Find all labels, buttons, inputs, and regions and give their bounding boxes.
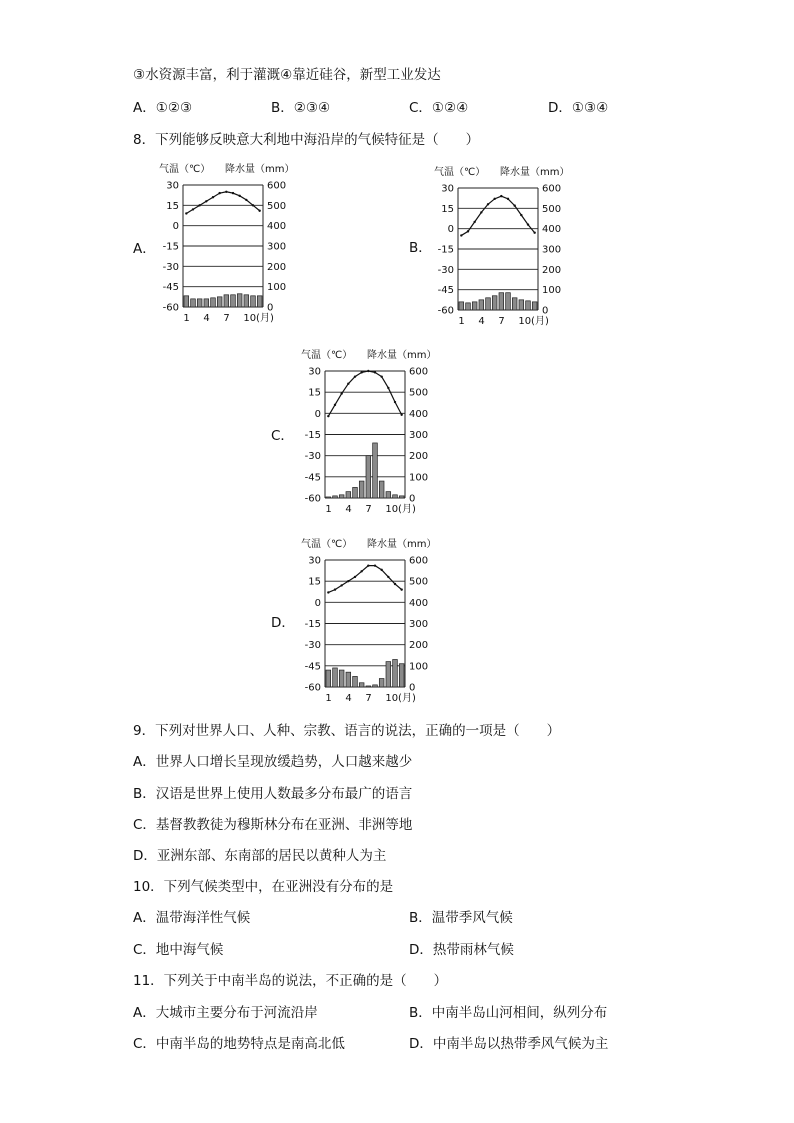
- precip-bar: [499, 293, 504, 310]
- precip-bar: [326, 670, 331, 687]
- temp-point: [400, 588, 402, 590]
- q7-option-a: A．①②③: [133, 100, 193, 116]
- temp-point: [212, 196, 214, 198]
- y-right-tick: 300: [267, 241, 287, 253]
- y-right-tick: 200: [267, 261, 287, 273]
- temp-point: [507, 198, 509, 200]
- q11-option-a: A．大城市主要分布于河流沿岸: [133, 1005, 318, 1021]
- precip-bar: [366, 456, 371, 498]
- precip-axis-label: 降水量（mm）: [500, 167, 570, 178]
- temp-axis-label: 气温（℃）: [301, 539, 353, 550]
- temp-point: [347, 383, 349, 385]
- x-tick: 1: [458, 316, 465, 327]
- x-tick: 7: [223, 313, 230, 324]
- q7-option-line: ③水资源丰富，利于灌溉④靠近硅谷，新型工业发达: [133, 67, 441, 83]
- q11-option-d: D．中南半岛以热带季风气候为主: [409, 1036, 609, 1052]
- temp-point: [533, 232, 535, 234]
- q10-option-a: A．温带海洋性气候: [133, 910, 251, 926]
- precip-bar: [257, 296, 262, 307]
- temp-point: [232, 192, 234, 194]
- q7-option-d: D．①③④: [548, 100, 609, 116]
- precip-bar: [519, 300, 524, 310]
- temp-point: [473, 221, 475, 223]
- y-left-tick: 15: [441, 203, 454, 215]
- precip-bar: [399, 496, 404, 498]
- y-right-tick: 400: [409, 408, 429, 420]
- y-right-tick: 100: [542, 285, 562, 297]
- y-right-tick: 100: [409, 661, 429, 673]
- precip-bar: [506, 293, 511, 310]
- y-right-tick: 0: [409, 682, 416, 694]
- precip-bar: [251, 296, 256, 307]
- temp-point: [520, 214, 522, 216]
- precip-bar: [224, 295, 229, 307]
- temp-point: [185, 212, 187, 214]
- q9-option-c: C．基督教教徒为穆斯林分布在亚洲、非洲等地: [133, 817, 413, 833]
- temp-axis-label: 气温（℃）: [301, 350, 353, 361]
- temp-line: [461, 196, 534, 235]
- q9-stem: 9．下列对世界人口、人种、宗教、语言的说法，正确的一项是（ ）: [133, 723, 561, 739]
- temp-point: [493, 198, 495, 200]
- precip-bar: [353, 487, 358, 498]
- precip-bar: [486, 298, 491, 310]
- y-left-tick: 30: [308, 555, 321, 567]
- y-left-tick: 15: [166, 200, 179, 212]
- precip-bar: [359, 683, 364, 687]
- y-right-tick: 600: [267, 180, 287, 192]
- y-right-tick: 100: [409, 472, 429, 484]
- precip-bar: [386, 492, 391, 498]
- q7-option-c: C．①②④: [409, 100, 469, 116]
- precip-bar: [204, 299, 209, 307]
- x-tick: 10(月): [385, 693, 416, 704]
- precip-bar: [353, 676, 358, 687]
- x-tick: 1: [183, 313, 190, 324]
- temp-point: [334, 404, 336, 406]
- q11-option-b: B．中南半岛山河相间，纵列分布: [409, 1005, 608, 1021]
- y-right-tick: 100: [267, 282, 287, 294]
- y-left-tick: 0: [172, 221, 179, 233]
- temp-point: [347, 580, 349, 582]
- q7-option-b: B．②③④: [271, 100, 331, 116]
- y-right-tick: 500: [409, 576, 429, 588]
- y-left-tick: -30: [304, 451, 321, 463]
- temp-point: [252, 204, 254, 206]
- precip-bar: [379, 481, 384, 498]
- q11-option-c: C．中南半岛的地势特点是南高北低: [133, 1036, 345, 1052]
- temp-point: [513, 204, 515, 206]
- temp-line: [186, 192, 259, 214]
- y-right-tick: 0: [542, 305, 549, 317]
- x-tick: 4: [345, 504, 352, 515]
- x-tick: 7: [365, 504, 372, 515]
- q9-option-d: D．亚洲东部、东南部的居民以黄种人为主: [133, 848, 387, 864]
- precip-bar: [366, 686, 371, 687]
- precip-bar: [326, 497, 331, 498]
- temp-point: [238, 195, 240, 197]
- precip-bar: [346, 672, 351, 687]
- climate-chart-a: [155, 161, 295, 331]
- y-left-tick: 15: [308, 576, 321, 588]
- x-tick: 4: [345, 693, 352, 704]
- temp-point: [367, 370, 369, 372]
- temp-point: [205, 200, 207, 202]
- temp-point: [394, 401, 396, 403]
- precip-bar: [333, 496, 338, 498]
- precip-bar: [191, 299, 196, 307]
- precip-axis-label: 降水量（mm）: [367, 539, 437, 550]
- precip-bar: [237, 294, 242, 307]
- y-left-tick: -45: [162, 282, 179, 294]
- temp-point: [487, 203, 489, 205]
- q11-stem: 11．下列关于中南半岛的说法，不正确的是（ ）: [133, 973, 448, 989]
- precip-bar: [197, 299, 202, 307]
- y-right-tick: 600: [542, 183, 562, 195]
- precip-bar: [346, 492, 351, 498]
- temp-line: [328, 371, 401, 416]
- precip-bar: [333, 668, 338, 687]
- y-left-tick: -30: [304, 640, 321, 652]
- y-right-tick: 200: [409, 640, 429, 652]
- temp-point: [198, 204, 200, 206]
- q8-stem: 8．下列能够反映意大利地中海沿岸的气候特征是（ ）: [133, 132, 480, 148]
- temp-point: [400, 414, 402, 416]
- precip-bar: [359, 481, 364, 498]
- precip-bar: [184, 296, 189, 307]
- temp-point: [380, 569, 382, 571]
- y-left-tick: -30: [437, 264, 454, 276]
- precip-axis-label: 降水量（mm）: [225, 164, 295, 175]
- q8-letter-d: D．: [271, 615, 295, 631]
- y-left-tick: 15: [308, 387, 321, 399]
- temp-point: [467, 230, 469, 232]
- x-tick: 4: [478, 316, 485, 327]
- precip-bar: [532, 302, 537, 310]
- y-right-tick: 0: [409, 493, 416, 505]
- precip-bar: [459, 302, 464, 310]
- precip-bar: [339, 495, 344, 498]
- y-right-tick: 600: [409, 555, 429, 567]
- y-right-tick: 400: [409, 597, 429, 609]
- y-left-tick: 0: [447, 224, 454, 236]
- temp-line: [328, 566, 401, 593]
- precip-bar: [386, 662, 391, 687]
- temp-axis-label: 气温（℃）: [434, 167, 486, 178]
- y-left-tick: -60: [304, 493, 321, 505]
- temp-point: [460, 234, 462, 236]
- precip-bar: [217, 297, 222, 307]
- y-left-tick: -30: [162, 261, 179, 273]
- temp-point: [258, 210, 260, 212]
- climate-chart-b: [430, 164, 570, 334]
- precip-bar: [211, 298, 216, 307]
- x-tick: 7: [498, 316, 505, 327]
- temp-point: [480, 211, 482, 213]
- precip-bar: [479, 300, 484, 310]
- temp-point: [327, 415, 329, 417]
- precip-bar: [244, 295, 249, 307]
- y-left-tick: -60: [304, 682, 321, 694]
- q10-option-d: D．热带雨林气候: [409, 942, 514, 958]
- temp-point: [387, 387, 389, 389]
- y-right-tick: 400: [267, 221, 287, 233]
- y-right-tick: 200: [409, 451, 429, 463]
- y-left-tick: -15: [304, 619, 321, 630]
- temp-point: [394, 583, 396, 585]
- q9-option-a: A．世界人口增长呈现放缓趋势，人口越来越少: [133, 754, 413, 770]
- temp-point: [374, 371, 376, 373]
- q9-option-b: B．汉语是世界上使用人数最多分布最广的语言: [133, 786, 413, 802]
- precip-bar: [339, 670, 344, 687]
- q8-letter-c: C．: [271, 428, 294, 444]
- x-tick: 10(月): [518, 316, 549, 327]
- x-tick: 1: [325, 504, 332, 515]
- y-left-tick: -45: [437, 285, 454, 297]
- y-right-tick: 500: [542, 203, 562, 215]
- y-right-tick: 200: [542, 264, 562, 276]
- climate-chart-d: [297, 536, 437, 711]
- temp-point: [340, 392, 342, 394]
- x-tick: 7: [365, 693, 372, 704]
- y-right-tick: 500: [267, 200, 287, 212]
- precip-bar: [231, 295, 236, 307]
- q8-letter-a: A．: [133, 241, 156, 257]
- y-left-tick: 30: [308, 366, 321, 378]
- y-right-tick: 600: [409, 366, 429, 378]
- y-right-tick: 400: [542, 224, 562, 236]
- temp-point: [354, 576, 356, 578]
- precip-bar: [399, 664, 404, 687]
- temp-point: [340, 584, 342, 586]
- y-right-tick: 300: [409, 619, 429, 630]
- temp-point: [327, 591, 329, 593]
- climate-chart-c: [297, 347, 437, 522]
- temp-point: [387, 576, 389, 578]
- q10-option-b: B．温带季风气候: [409, 910, 513, 926]
- temp-point: [360, 371, 362, 373]
- precip-bar: [379, 679, 384, 687]
- y-right-tick: 300: [409, 430, 429, 441]
- temp-point: [245, 199, 247, 201]
- q10-stem: 10．下列气候类型中，在亚洲没有分布的是: [133, 879, 394, 895]
- precip-bar: [466, 303, 471, 310]
- y-right-tick: 300: [542, 244, 562, 256]
- x-tick: 10(月): [385, 504, 416, 515]
- temp-point: [360, 570, 362, 572]
- precip-bar: [492, 296, 497, 310]
- temp-point: [354, 375, 356, 377]
- precip-bar: [393, 659, 398, 687]
- y-left-tick: -45: [304, 661, 321, 673]
- q8-letter-b: B．: [409, 240, 432, 256]
- temp-point: [380, 375, 382, 377]
- precip-bar: [373, 443, 378, 498]
- y-right-tick: 0: [267, 302, 274, 314]
- y-right-tick: 500: [409, 387, 429, 399]
- temp-point: [225, 191, 227, 193]
- precip-bar: [512, 298, 517, 310]
- temp-point: [218, 192, 220, 194]
- y-left-tick: -60: [162, 302, 179, 314]
- x-tick: 10(月): [243, 313, 274, 324]
- y-left-tick: 30: [441, 183, 454, 195]
- y-left-tick: -15: [304, 430, 321, 441]
- precip-bar: [373, 685, 378, 687]
- precip-bar: [472, 302, 477, 310]
- temp-point: [334, 588, 336, 590]
- temp-point: [500, 195, 502, 197]
- temp-point: [192, 208, 194, 210]
- temp-point: [367, 564, 369, 566]
- precip-bar: [393, 495, 398, 498]
- precip-bar: [526, 301, 531, 310]
- precip-axis-label: 降水量（mm）: [367, 350, 437, 361]
- y-left-tick: 30: [166, 180, 179, 192]
- y-left-tick: -60: [437, 305, 454, 317]
- y-left-tick: 0: [314, 597, 321, 609]
- y-left-tick: -15: [162, 241, 179, 253]
- x-tick: 1: [325, 693, 332, 704]
- y-left-tick: -45: [304, 472, 321, 484]
- temp-point: [374, 564, 376, 566]
- temp-axis-label: 气温（℃）: [159, 164, 211, 175]
- q10-option-c: C．地中海气候: [133, 942, 224, 958]
- temp-point: [527, 223, 529, 225]
- y-left-tick: 0: [314, 408, 321, 420]
- y-left-tick: -15: [437, 244, 454, 256]
- x-tick: 4: [203, 313, 210, 324]
